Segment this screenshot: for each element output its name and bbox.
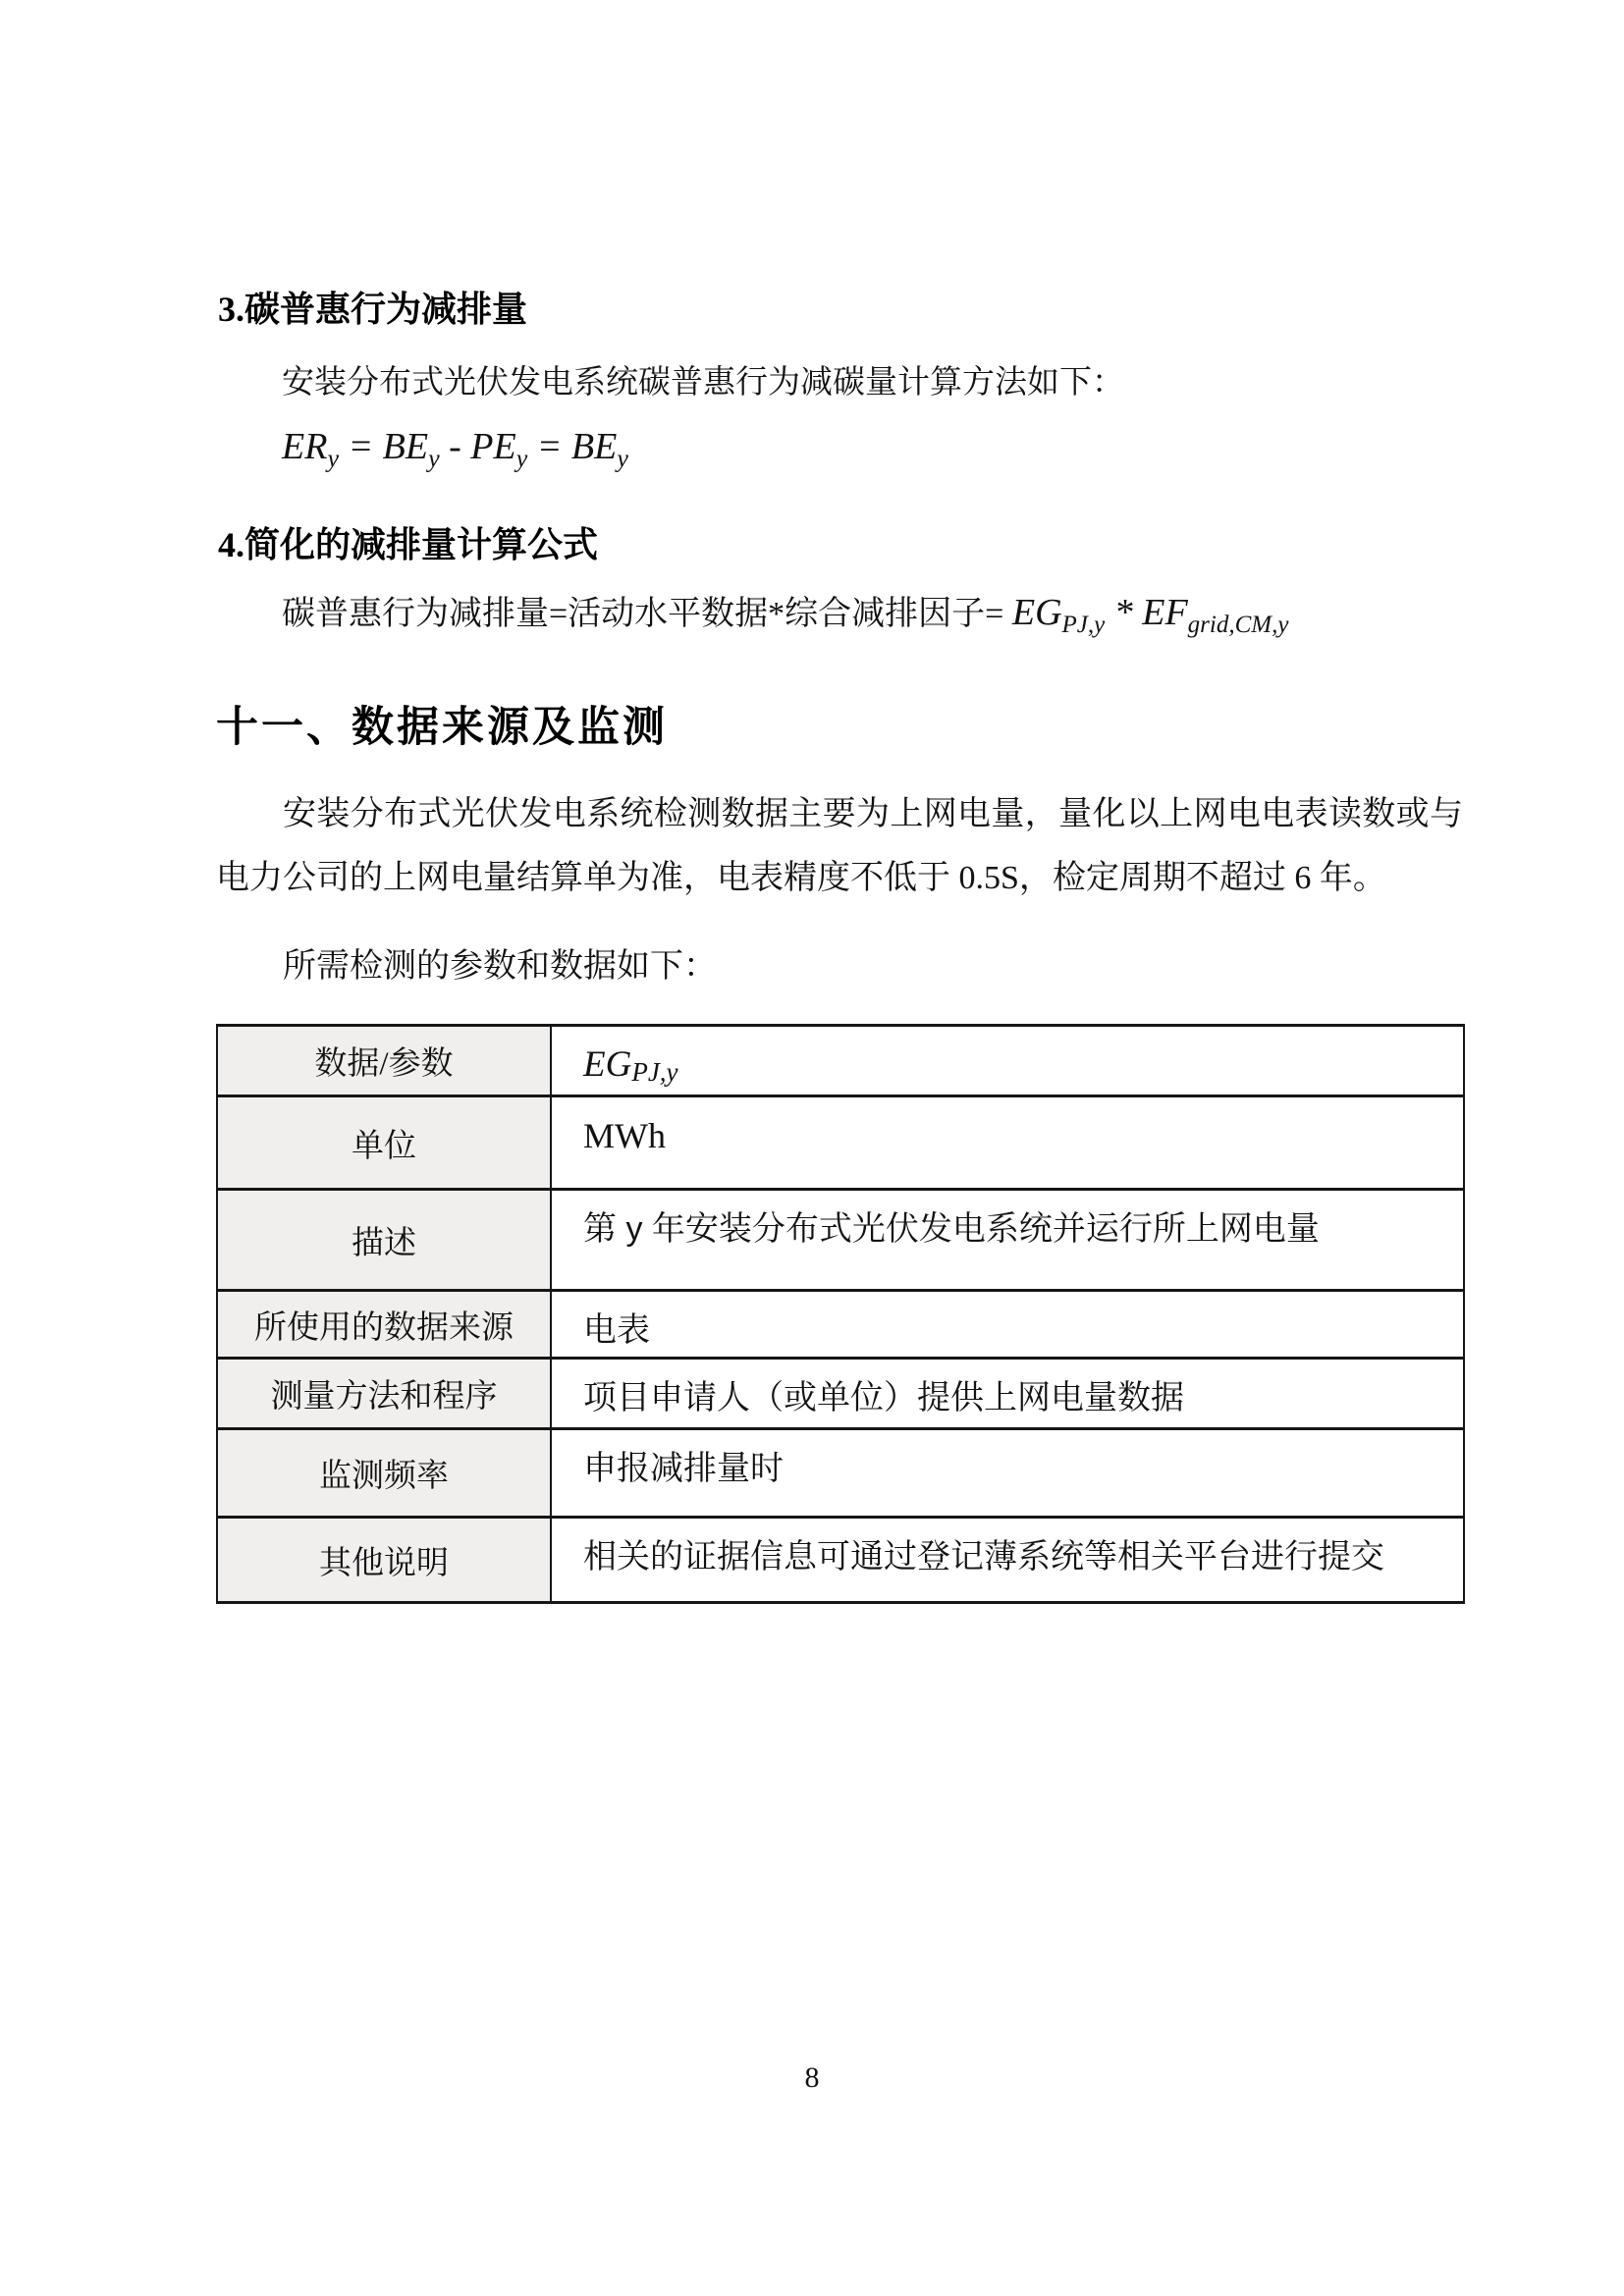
table-row [217,1190,1464,1291]
row-value: 第 y 年安装分布式光伏发电系统并运行所上网电量 [551,1190,1464,1291]
formula-term: BE [382,426,429,467]
table-intro: 所需检测的参数和数据如下： [283,948,717,986]
row-value: 电表 [551,1291,1464,1359]
formula-operator: = [527,426,571,467]
row-label: 所使用的数据来源 [217,1291,551,1359]
page-number: 8 [804,2061,820,2094]
row-value: 项目申请人（或单位）提供上网电量数据 [551,1359,1464,1429]
table-row [217,1429,1464,1518]
section3-heading: 3.碳普惠行为减排量 [218,290,528,329]
row-label: 监测频率 [217,1429,551,1518]
row-value [551,1026,1464,1096]
formula-term: EG [1011,591,1062,633]
formula-operator: = [338,426,383,467]
page-content [216,0,1463,1604]
formula-subscript: y [515,444,528,473]
formula-term: BE [570,426,618,467]
parameter-symbol: $EG_{PJ,y}$ [583,1044,678,1088]
formula-operator: * [1105,591,1143,633]
table-row [217,1096,1464,1190]
row-label: 描述 [217,1190,551,1291]
formula-er [216,422,1463,484]
table-row [217,1359,1464,1429]
row-label: 单位 [217,1096,551,1190]
row-label: 数据/参数 [217,1026,551,1096]
formula-prefix: 碳普惠行为减排量=活动水平数据*综合减排因子= [282,595,1012,632]
formula-subscript: PJ,y [1061,611,1106,638]
table-row [217,1291,1464,1359]
monitoring-parameters-table [216,1024,1465,1604]
formula-term: PE [470,426,516,467]
row-label: 测量方法和程序 [217,1359,551,1429]
section3-intro: 安装分布式光伏发电系统碳普惠行为减碳量计算方法如下： [282,365,1124,400]
formula-subscript: y [617,444,628,473]
row-value: MWh [551,1096,1464,1190]
section4-heading: 4.简化的减排量计算公式 [218,524,599,564]
table-row [217,1518,1464,1603]
section11-heading: 十一、数据来源及监测 [216,704,668,752]
table-row [217,1026,1464,1096]
section11-paragraph: 安装分布式光伏发电系统检测数据主要为上网电量，量化以上网电电表读数或与电力公司的上网电量结算单为准，电表精度不低于 0.5S，检定周期不超过 6 年。 [216,796,1463,897]
row-value: 申报减排量时 [551,1429,1464,1518]
row-label: 其他说明 [217,1518,551,1603]
formula-subscript: y [327,444,339,473]
parameter-subscript: PJ,y [631,1057,678,1088]
row-value: 相关的证据信息可通过登记薄系统等相关平台进行提交 [551,1518,1464,1603]
formula-operator: - [439,426,471,467]
formula-simplified [216,587,1463,651]
formula-term: ER [282,426,328,467]
formula-subscript: grid,CM,y [1187,611,1289,638]
formula-term: EF [1142,591,1188,633]
formula-subscript: y [428,444,440,473]
